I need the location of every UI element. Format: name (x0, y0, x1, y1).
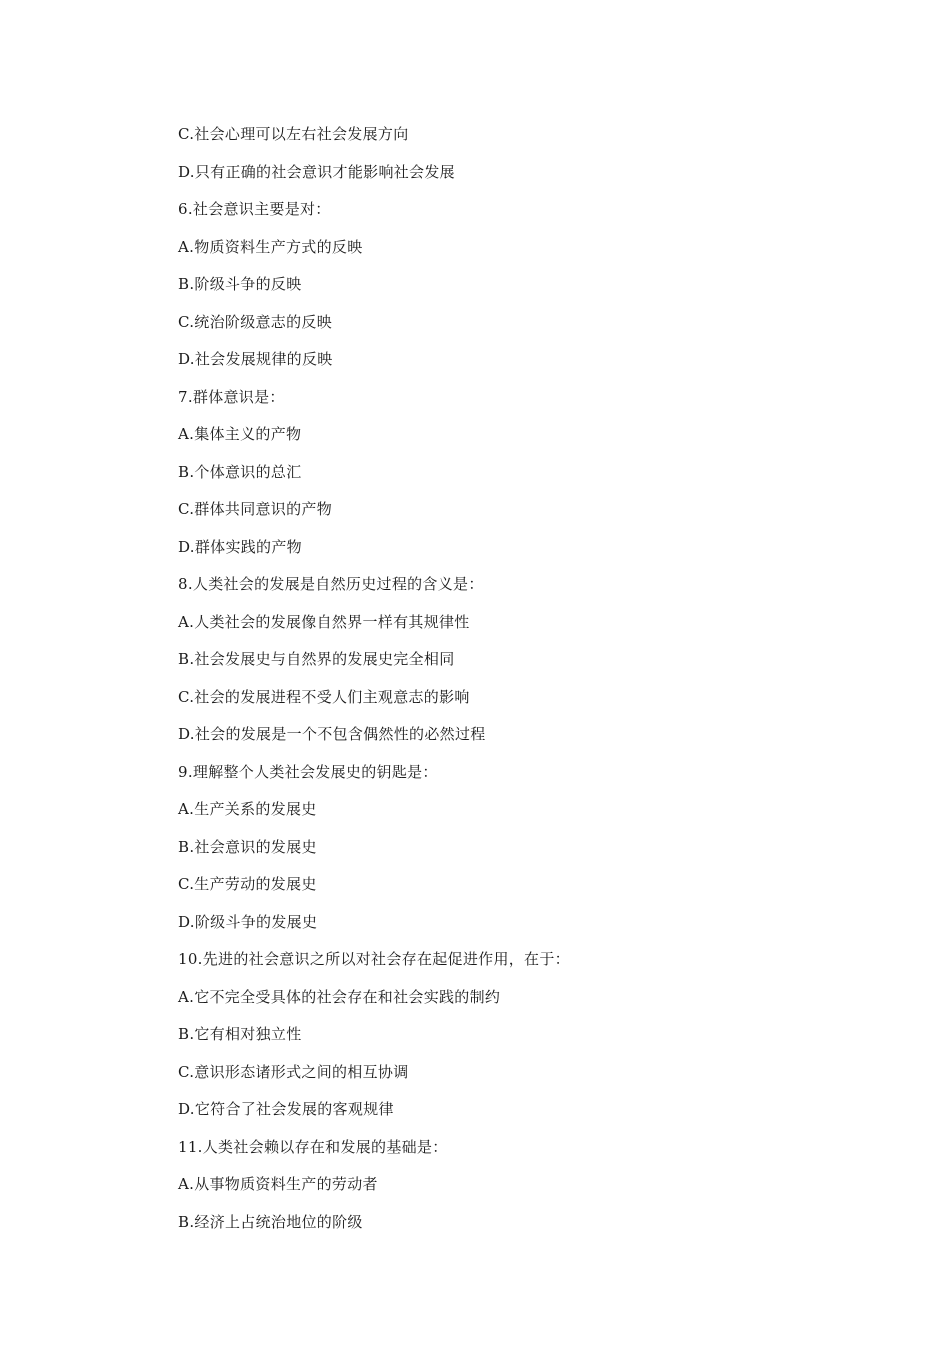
option-10a: A.它不完全受具体的社会存在和社会实践的制约 (178, 987, 501, 1006)
option-6c: C.统治阶级意志的反映 (178, 312, 333, 331)
question-10: 10.先进的社会意识之所以对社会存在起促进作用，在于： (178, 950, 570, 968)
option-9b: B.社会意识的发展史 (178, 837, 317, 856)
question-9: 9.理解整个人类社会发展史的钥匙是： (178, 762, 438, 781)
question-6: 6.社会意识主要是对： (178, 200, 331, 218)
question-7: 7.群体意识是： (178, 387, 285, 406)
option-6a: A.物质资料生产方式的反映 (178, 237, 363, 256)
option-10c: C.意识形态诸形式之间的相互协调 (178, 1062, 409, 1081)
option-8c: C.社会的发展进程不受人们主观意志的影响 (178, 687, 470, 706)
question-8: 8.人类社会的发展是自然历史过程的含义是： (178, 575, 484, 593)
question-list (178, 120, 878, 1245)
option-7c: C.群体共同意识的产物 (178, 500, 333, 518)
option-10b: B.它有相对独立性 (178, 1025, 302, 1043)
option-10d: D.它符合了社会发展的客观规律 (178, 1100, 394, 1118)
question-11: 11.人类社会赖以存在和发展的基础是： (178, 1137, 448, 1156)
option-11a: A.从事物质资料生产的劳动者 (178, 1175, 378, 1193)
option-7d: D.群体实践的产物 (178, 537, 302, 556)
option-9d: D.阶级斗争的发展史 (178, 912, 318, 931)
option-11b: B.经济上占统治地位的阶级 (178, 1212, 363, 1231)
option-5c: C.社会心理可以左右社会发展方向 (178, 125, 409, 143)
option-8a: A.人类社会的发展像自然界一样有其规律性 (178, 612, 470, 631)
option-7b: B.个体意识的总汇 (178, 462, 302, 481)
option-9c: C.生产劳动的发展史 (178, 875, 317, 893)
option-5d: D.只有正确的社会意识才能影响社会发展 (178, 162, 455, 181)
option-8d: D.社会的发展是一个不包含偶然性的必然过程 (178, 725, 486, 743)
option-6b: B.阶级斗争的反映 (178, 275, 302, 293)
option-6d: D.社会发展规律的反映 (178, 350, 333, 368)
option-7a: A.集体主义的产物 (178, 425, 302, 443)
option-8b: B.社会发展史与自然界的发展史完全相同 (178, 650, 455, 668)
option-9a: A.生产关系的发展史 (178, 800, 317, 818)
